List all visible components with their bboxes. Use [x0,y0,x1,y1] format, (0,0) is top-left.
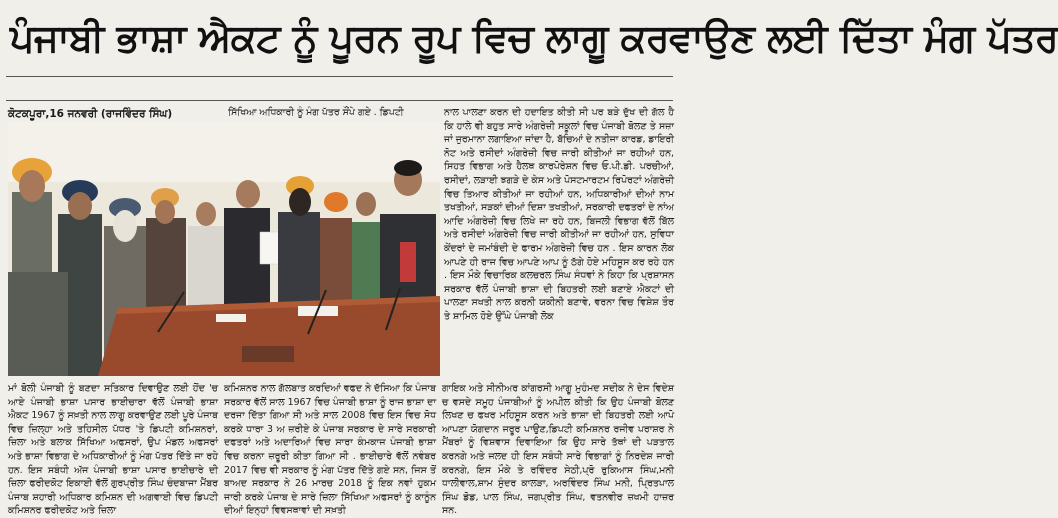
bottom-column-3-text: ਗਾਇਕ ਅਤੇ ਸੀਨੀਅਰ ਕਾਂਗਰਸੀ ਆਗੂ ਮੁਹੰਮਦ ਸਦੀਕ ਨੇ ਦੇਸ ਵਿਦੇਸ਼ ਚ ਵਸਦੇ ਸਮੂਹ ਪੰਜਾਬੀਆਂ ਨੂੰ ਅਪੀਲ ਕੀਤੀ ਕਿ ਉਹ ਪੰਜਾਬੀ ਬੋਲਣ ਲਿਖਣ ਚ ਫਖਰ ਮਹਿਸੂਸ ਕਰਨ ਅਤੇ ਭਾਸ਼ਾ ਦੀ ਬਿਹਤਰੀ ਲਈ ਆਪੋ ਆਪਣਾ ਯੋਗਦਾਨ ਜਰੂਰ ਪਾਉਣ,ਡਿਪਟੀ ਕਮਿਸ਼ਨਰ ਰਜੀਵ ਪਰਾਸ਼ਰ ਨੇ ਮੈਂਬਰਾਂ ਨੂੰ ਵਿਸ਼ਵਾਸ ਦਿਵਾਇਆ ਕਿ ਉਹ ਸਾਰੇ ਤੱਥਾਂ ਦੀ ਪੜਤਾਲ ਕਰਨਗੇ ਅਤੇ ਜਲਦ ਹੀ ਇਸ ਸਬੰਧੀ ਸਾਰੇ ਵਿਭਾਗਾਂ ਨੂੰ ਨਿਰਦੇਸ਼ ਜਾਰੀ ਕਰਨਗੇ, ਇਸ ਮੌਕੇ ਤੇ ਰਵਿੰਦਰ ਸੇਠੀ,ਪ੍ਰੋ ਰੁਕਿਆਸ ਸਿੰਘ,ਮਨੀ ਧਾਲੀਵਾਲ,ਸ਼ਾਮ ਸੁੰਦਰ ਕਾਲੜਾ, ਅਰਵਿੰਦਰ ਸਿੰਘ ਮਨੀ, ਪ੍ਰਿਤਪਾਲ ਸਿੰਘ ਡੋਡ, ਪਾਲ ਸਿੰਘ, ਜਗਪ੍ਰੀਤ ਸਿੰਘ, ਵਤਨਵੀਰ ਜ਼ਖਮੀ ਹਾਜ਼ਰ ਸਨ. [442,383,674,517]
bottom-column-1-text: ਮਾਂ ਬੋਲੀ ਪੰਜਾਬੀ ਨੂੰ ਬਣਦਾ ਸਤਿਕਾਰ ਦਿਵਾਉਣ ਲਈ ਹੋਂਦ 'ਚ ਆਏ ਪੰਜਾਬੀ ਭਾਸ਼ਾ ਪਸਾਰ ਭਾਈਚਾਰਾ ਵੱਲੋਂ ਪੰਜਾਬੀ ਭਾਸ਼ਾ ਐਕਟ 1967 ਨੂੰ ਸਖ਼ਤੀ ਨਾਲ ਲਾਗੂ ਕਰਵਾਉਣ ਲਈ ਪੂਰੇ ਪੰਜਾਬ ਵਿਚ ਜ਼ਿਲ੍ਹਾ ਅਤੇ ਤਹਿਸੀਲ ਪੱਧਰ 'ਤੇ ਡਿਪਟੀ ਕਮਿਸ਼ਨਰਾਂ, ਜ਼ਿਲਾ ਅਤੇ ਬਲਾਕ ਸਿੱਖਿਆ ਅਫਸਰਾਂ, ਉਪ ਮੰਡਲ ਅਫਸਰਾਂ ਅਤੇ ਭਾਸ਼ਾ ਵਿਭਾਗ ਦੇ ਅਧਿਕਾਰੀਆਂ ਨੂੰ ਮੰਗ ਪੱਤਰ ਦਿੱਤੇ ਜਾ ਰਹੇ ਹਨ. ਇਸ ਸਬੰਧੀ ਅੱਜ ਪੰਜਾਬੀ ਭਾਸ਼ਾ ਪਸਾਰ ਭਾਈਚਾਰੇ ਦੀ ਜ਼ਿਲਾ ਫਰੀਦਕੋਟ ਇਕਾਈ ਵੱਲੋਂ ਗੁਰਪ੍ਰੀਤ ਸਿੰਘ ਚੰਦਬਾਜਾ ਮੈਂਬਰ ਪੰਜਾਬ ਸ਼ਹਾਰੀ ਅਧਿਕਾਰ ਕਮਿਸ਼ਨ ਦੀ ਅਗਵਾਈ ਵਿਚ ਡਿਪਟੀ ਕਮਿਸ਼ਨਰ ਫਰੀਦਕੋਟ ਅਤੇ ਜ਼ਿਲਾ [8,383,218,517]
headline: ਪੰਜਾਬੀ ਭਾਸ਼ਾ ਐਕਟ ਨੂੰ ਪੂਰਨ ਰੂਪ ਵਿਚ ਲਾਗੂ ਕਰਵਾਉਣ ਲਈ ਦਿੱਤਾ ਮੰਗ ਪੱਤਰ [10,16,1058,60]
headline-rule-bottom [6,100,673,101]
news-photo [8,122,440,376]
middle-column-top-text: ਸਿੱਖਿਆ ਅਧਿਕਾਰੀ ਨੂੰ ਮੰਗ ਪੱਤਰ ਸੌਂਪੇ ਗਏ . ਡਿਪਟੀ [228,107,404,118]
dateline: ਕੋਟਕਪੂਰਾ,16 ਜਨਵਰੀ (ਰਾਜਵਿੰਦਰ ਸਿੰਘ) [8,108,173,120]
bottom-column-2-text: ਕਮਿਸ਼ਨਰ ਨਾਲ ਗੱਲਬਾਤ ਕਰਦਿਆਂ ਵਫਦ ਨੇ ਦੱਸਿਆ ਕਿ ਪੰਜਾਬ ਸਰਕਾਰ ਵੱਲੋਂ ਸਾਲ 1967 ਵਿਚ ਪੰਜਾਬੀ ਭਾਸ਼ਾ ਨੂੰ ਰਾਜ ਭਾਸ਼ਾ ਦਾ ਦਰਜਾ ਦਿੱਤਾ ਗਿਆ ਸੀ ਅਤੇ ਸਾਲ 2008 ਵਿਚ ਇਸ ਵਿਚ ਸੋਧ ਕਰਕੇ ਧਾਰਾ 3 ਅ ਜ਼ਰੀਏ ਕੇ ਪੰਜਾਬ ਸਰਕਾਰ ਦੇ ਸਾਰੇ ਸਰਕਾਰੀ ਦਫਤਰਾਂ ਅਤੇ ਅਦਾਰਿਆਂ ਵਿਚ ਸਾਰਾ ਕੰਮਕਾਜ ਪੰਜਾਬੀ ਭਾਸ਼ਾ ਵਿਚ ਕਰਨਾ ਜ਼ਰੂਰੀ ਕੀਤਾ ਗਿਆ ਸੀ . ਭਾਈਚਾਰੇ ਵੱਲੋਂ ਨਵੰਬਰ 2017 ਵਿਚ ਵੀ ਸਰਕਾਰ ਨੂੰ ਮੰਗ ਪੱਤਰ ਦਿੱਤੇ ਗਏ ਸਨ, ਜਿਸ ਤੋਂ ਬਾਅਦ ਸਰਕਾਰ ਨੇ 26 ਮਾਰਚ 2018 ਨੂੰ ਇਕ ਨਵਾਂ ਹੁਕਮ ਜਾਰੀ ਕਰਕੇ ਪੰਜਾਬ ਦੇ ਸਾਰੇ ਜ਼ਿਲਾ ਸਿੱਖਿਆ ਅਫਸਰਾਂ ਨੂੰ ਕਾਨੂੰਨ ਦੀਆਂ ਇਨ੍ਹਾਂ ਵਿਵਸਥਾਵਾਂ ਦੀ ਸਖ਼ਤੀ [224,383,436,517]
headline-rule-top [6,76,673,77]
right-column-text: ਨਾਲ ਪਾਲਣਾ ਕਰਨ ਦੀ ਹਦਾਇਤ ਕੀਤੀ ਸੀ ਪਰ ਬੜੇ ਦੁੱਖ ਦੀ ਗੱਲ ਹੈ ਕਿ ਹਾਲੇ ਵੀ ਬਹੁਤ ਸਾਰੇ ਅੰਗਰੇਜ਼ੀ ਸਕੂਲਾਂ ਵਿਚ ਪੰਜਾਬੀ ਬੋਲਣ ਤੇ ਸਜ਼ਾ ਜਾਂ ਜੁਰਮਾਨਾ ਲਗਾਇਆ ਜਾਂਦਾ ਹੈ, ਬੱਚਿਆਂ ਦੇ ਨਤੀਜਾ ਕਾਰਡ, ਡਾਇਰੀ ਨੋਟ ਅਤੇ ਰਸੀਦਾਂ ਅੰਗਰੇਜ਼ੀ ਵਿਚ ਜਾਰੀ ਕੀਤੀਆਂ ਜਾ ਰਹੀਆਂ ਹਨ, ਸਿਹਤ ਵਿਭਾਗ ਅਤੇ ਹੈਲਥ ਕਾਰਪੋਰੇਸ਼ਨ ਵਿਚ ਓ.ਪੀ.ਡੀ. ਪਰਚੀਆਂ, ਰਸੀਦਾਂ, ਲੜਾਈ ਝਗੜੇ ਦੇ ਕੇਸ ਅਤੇ ਪੋਸਟਮਾਰਟਮ ਰਿਪੋਰਟਾਂ ਅੰਗਰੇਜ਼ੀ ਵਿਚ ਤਿਆਰ ਕੀਤੀਆਂ ਜਾ ਰਹੀਆਂ ਹਨ, ਅਧਿਕਾਰੀਆਂ ਦੀਆਂ ਨਾਮ ਤਖਤੀਆਂ, ਸੜਕਾਂ ਦੀਆਂ ਦਿਸ਼ਾ ਤਖਤੀਆਂ, ਸਰਕਾਰੀ ਦਫਤਰਾਂ ਦੇ ਨਾਂਅ ਆਦਿ ਅੰਗਰੇਜ਼ੀ ਵਿਚ ਲਿਖੇ ਜਾ ਰਹੇ ਹਨ, ਬਿਜਲੀ ਵਿਭਾਗ ਵੱਲੋਂ ਬਿੱਲ ਅਤੇ ਰਸੀਦਾਂ ਅੰਗਰੇਜ਼ੀ ਵਿਚ ਜਾਰੀ ਕੀਤੀਆਂ ਜਾ ਰਹੀਆਂ ਹਨ, ਸੁਵਿਧਾ ਕੇਂਦਰਾਂ ਦੇ ਜਮਾਂਬੰਦੀ ਦੇ ਫਾਰਮ ਅੰਗਰੇਜ਼ੀ ਵਿਚ ਹਨ . ਇਸ ਕਾਰਨ ਲੋਕ ਆਪਣੇ ਹੀ ਰਾਜ ਵਿਚ ਆਪਣੇ ਆਪ ਨੂੰ ਠੱਗੇ ਹੋਏ ਮਹਿਸੂਸ ਕਰ ਰਹੇ ਹਨ . ਇਸ ਮੌਕੇ ਵਿਚਾਰਿਕ ਕਲਚਰਲ ਸਿੰਘ ਸੰਧਵਾਂ ਨੇ ਕਿਹਾ ਕਿ ਪ੍ਰਸ਼ਾਸਨ ਸਰਕਾਰ ਵੱਲੋਂ ਪੰਜਾਬੀ ਭਾਸ਼ਾ ਦੀ ਬਿਹਤਰੀ ਲਈ ਬਣਾਏ ਐਕਟਾਂ ਦੀ ਪਾਲਣਾ ਸਖਤੀ ਨਾਲ ਕਰਨੀ ਯਕੀਨੀ ਬਣਾਵੇ, ਵਰਨਾ ਵਿਚ ਵਿਸ਼ੇਸ਼ ਤੌਰ ਤੇ ਸ਼ਾਮਿਲ ਹੋਏ ਉੱਘੇ ਪੰਜਾਬੀ ਲੋਕ [444,107,674,322]
